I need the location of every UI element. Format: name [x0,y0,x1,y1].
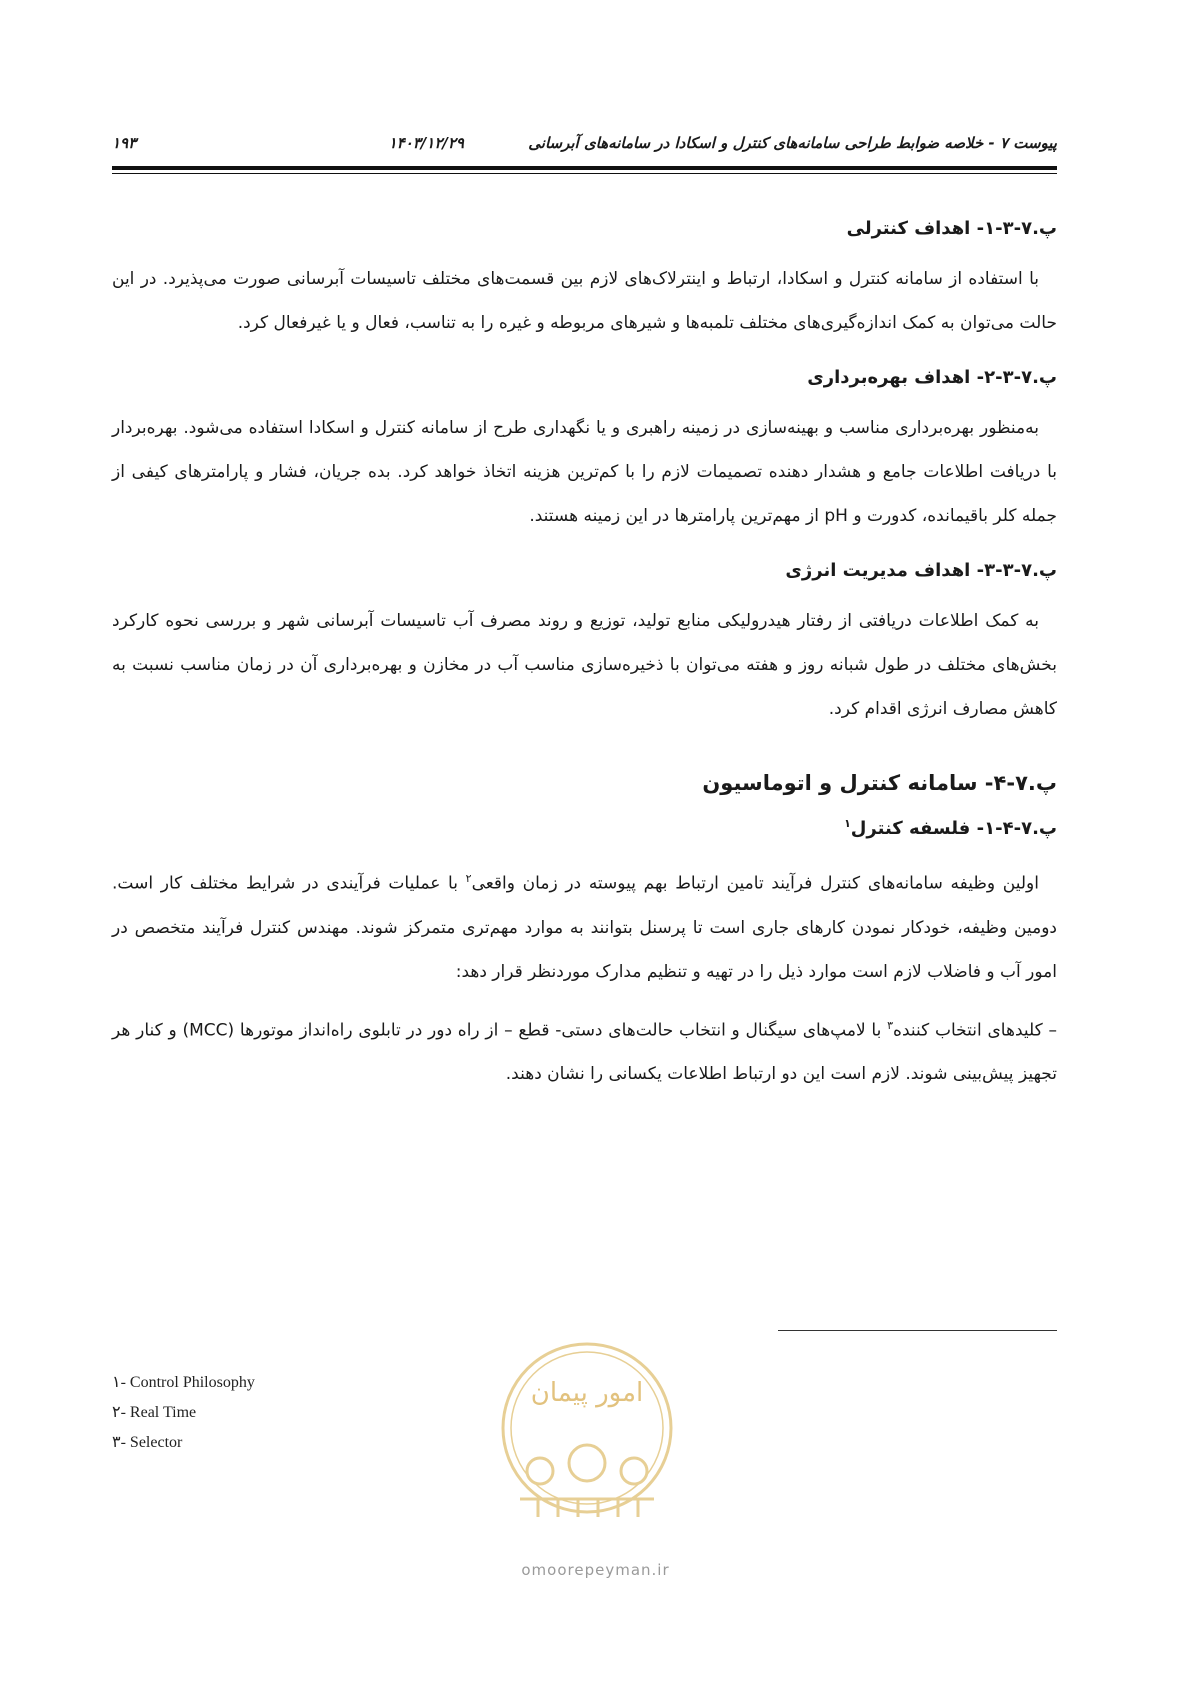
paragraph-text-a: اولین وظیفه سامانه‌های کنترل فرآیند تامین ارتباط بهم پیوسته در زمان واقعی [471,873,1039,894]
paragraph-operation-goals: به‌منظور بهره‌برداری مناسب و بهینه‌سازی در زمینه راهبری و یا نگهداری طرح از سامانه کنترل و اسکادا استفاده می‌شود. بهره‌بردار با دریافت اطلاعات جامع و هشدار دهنده تصمیمات لازم را با کم‌ترین هزینه اتخاذ خواهد کرد. بده جریان، فشار و پارامترهای کیفی از جمله کلر باقیمانده، کدورت و pH از مهم‌ترین پارامترها در این زمینه هستند. [112,418,1057,526]
footnote-2: ۲- Real Time [112,1404,197,1421]
site-watermark: omoorepeyman.ir [521,1561,670,1579]
bullet-text-b: با لامپ‌های سیگنال و انتخاب حالت‌های دستی- قطع – از راه دور در تابلوی راه‌انداز موتورها (MCC) و کنار هر تجهیز پیش‌بینی شوند. لازم است این دو ارتباط اطلاعات یکسانی را نشان دهند. [112,1020,1057,1085]
paragraph-control-goals: با استفاده از سامانه کنترل و اسکادا، ارتباط و اینترلاک‌های لازم بین قسمت‌های مختلف تاسیسات آبرسانی صورت می‌پذیرد. در این حالت می‌توان به کمک اندازه‌گیری‌های مختلف تلمبه‌ها و شیرهای مربوطه و غیره را به تناسب، فعال و یا غیرفعال کرد. [112,269,1057,333]
header-rule-thick [112,166,1057,170]
page-number: ۱۹۳ [112,134,137,152]
footnote-ref-2: ۲ [465,872,472,885]
section-heading-operation-goals: پ.۷-۳-۲- اهداف بهره‌برداری [807,367,1057,388]
paragraph-control-philosophy [112,857,1057,994]
bullet-item-selector [112,1004,1057,1097]
paragraph-text-b: با عملیات فرآیندی در شرایط مختلف کار است. دومین وظیفه، خودکار نمودن کارهای جاری است تا پرسنل بتوانند به موارد مهم‌تری متمرکز شوند. مهندس کنترل فرآیند متخصص در امور آب و فاضلاب لازم است موارد ذیل را در تهیه و تنظیم مدارک مورد‌نظر قرار دهد: [112,873,1057,982]
section-heading-automation: پ.۷-۴- سامانه کنترل و اتوماسیون [702,771,1057,795]
footnote-ref-1: ۱ [844,817,851,830]
footnote-1: ۱- Control Philosophy [112,1374,255,1391]
page-header [112,128,1057,162]
bullet-text-a: – کلیدهای انتخاب کننده [893,1020,1057,1041]
seal-text: امور پیمان [530,1378,644,1408]
footnotes [112,1368,255,1458]
watermark-seal-icon [498,1339,676,1539]
section-heading-control-goals: پ.۷-۳-۱- اهداف کنترلی [846,218,1057,239]
footnote-ref-3: ۳ [887,1018,894,1032]
header-title: پیوست ۷ - خلاصه ضوابط طراحی سامانه‌های کنترل و اسکادا در سامانه‌های آبرسانی [528,134,1057,152]
footnote-3: ۳- Selector [112,1434,183,1451]
header-rule-thin [112,173,1057,174]
header-date: ۱۴۰۳/۱۲/۲۹ [388,134,464,152]
section-heading-energy-goals: پ.۷-۳-۳- اهداف مدیریت انرژی [785,560,1057,581]
paragraph-energy-goals: به کمک اطلاعات دریافتی از رفتار هیدرولیکی منابع تولید، توزیع و روند مصرف آب تاسیسات آبرسانی شهر و بررسی نحوه کارکرد بخش‌های مختلف در طول شبانه روز و هفته می‌توان با ذخیره‌سازی مناسب آب در مخازن و بهره‌برداری آن در زمان مناسب نسبت به کاهش مصارف انرژی اقدام کرد. [112,611,1057,719]
page-content [112,196,1057,1096]
heading-text: پ.۷-۴-۱- فلسفه کنترل [850,818,1057,839]
footnote-rule [778,1330,1057,1331]
section-heading-control-philosophy [112,817,1057,839]
